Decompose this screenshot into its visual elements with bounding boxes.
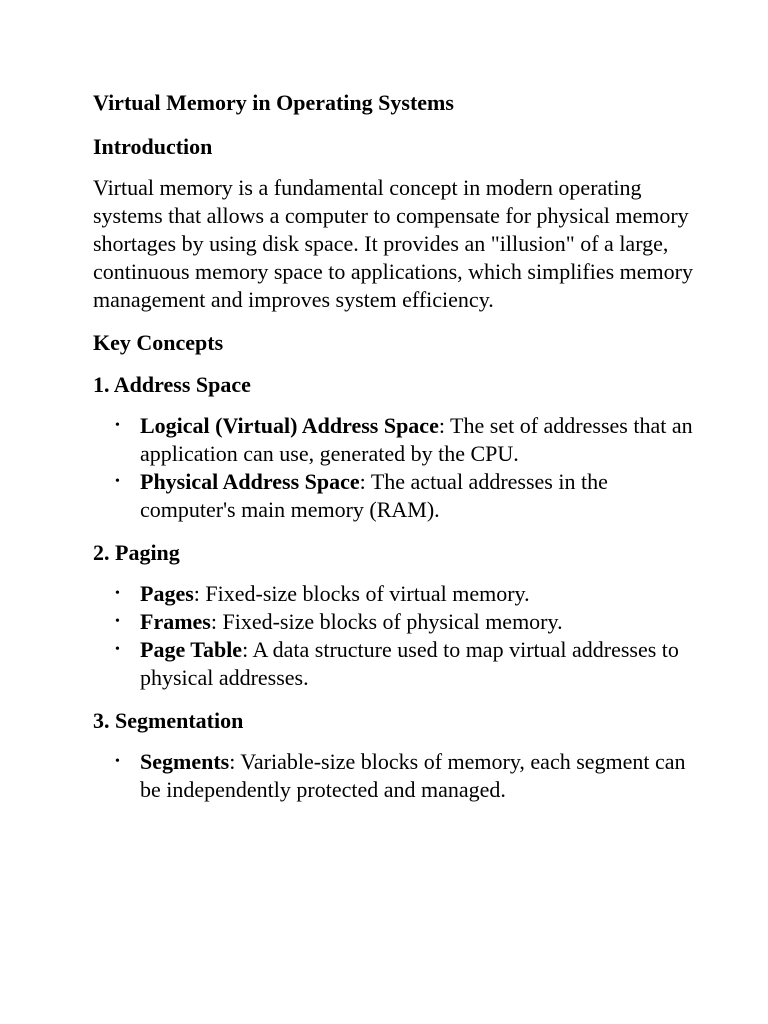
document-page	[93, 88, 693, 818]
list-item	[93, 608, 693, 636]
list-item	[93, 412, 693, 468]
list-item-term: Physical Address Space	[140, 469, 360, 494]
list-item-desc: : The actual addresses in the computer's main memory (RAM).	[140, 469, 608, 522]
list-item-term: Segments	[140, 749, 230, 774]
list-item	[93, 468, 693, 524]
list-item	[93, 636, 693, 692]
bullet-icon: •	[115, 474, 120, 489]
list-item	[93, 748, 693, 804]
intro-heading: Introduction	[93, 134, 213, 159]
address-space-heading: 1. Address Space	[93, 372, 251, 397]
segmentation-list	[93, 748, 693, 804]
list-item-term: Frames	[140, 609, 211, 634]
segmentation-heading: 3. Segmentation	[93, 708, 244, 733]
list-item-desc: : Fixed-size blocks of physical memory.	[210, 609, 563, 634]
bullet-icon: •	[115, 614, 120, 629]
document-title: Virtual Memory in Operating Systems	[93, 90, 454, 115]
list-item-term: Logical (Virtual) Address Space	[140, 413, 439, 438]
list-item-term: Pages	[140, 581, 194, 606]
key-concepts-heading: Key Concepts	[93, 330, 224, 355]
list-item-desc: : Fixed-size blocks of virtual memory.	[193, 581, 530, 606]
list-item-desc: : The set of addresses that an application can use, generated by the CPU.	[140, 413, 693, 466]
bullet-icon: •	[115, 586, 120, 601]
list-item-term: Page Table	[140, 637, 243, 662]
bullet-icon: •	[115, 642, 120, 657]
address-space-list	[93, 412, 693, 524]
list-item	[93, 580, 693, 608]
intro-paragraph: Virtual memory is a fundamental concept in modern operating systems that allows a computer to compensate for physical memory shortages by using disk space. It provides an "illusion" of a large, continuous memory space to applications, which simplifies memory management and improves system efficiency.	[93, 175, 693, 312]
bullet-icon: •	[115, 418, 120, 433]
paging-list	[93, 580, 693, 692]
list-item-desc: : A data structure used to map virtual addresses to physical addresses.	[140, 637, 679, 690]
list-item-desc: : Variable-size blocks of memory, each segment can be independently protected and managed.	[140, 749, 686, 802]
bullet-icon: •	[115, 754, 120, 769]
paging-heading: 2. Paging	[93, 540, 180, 565]
